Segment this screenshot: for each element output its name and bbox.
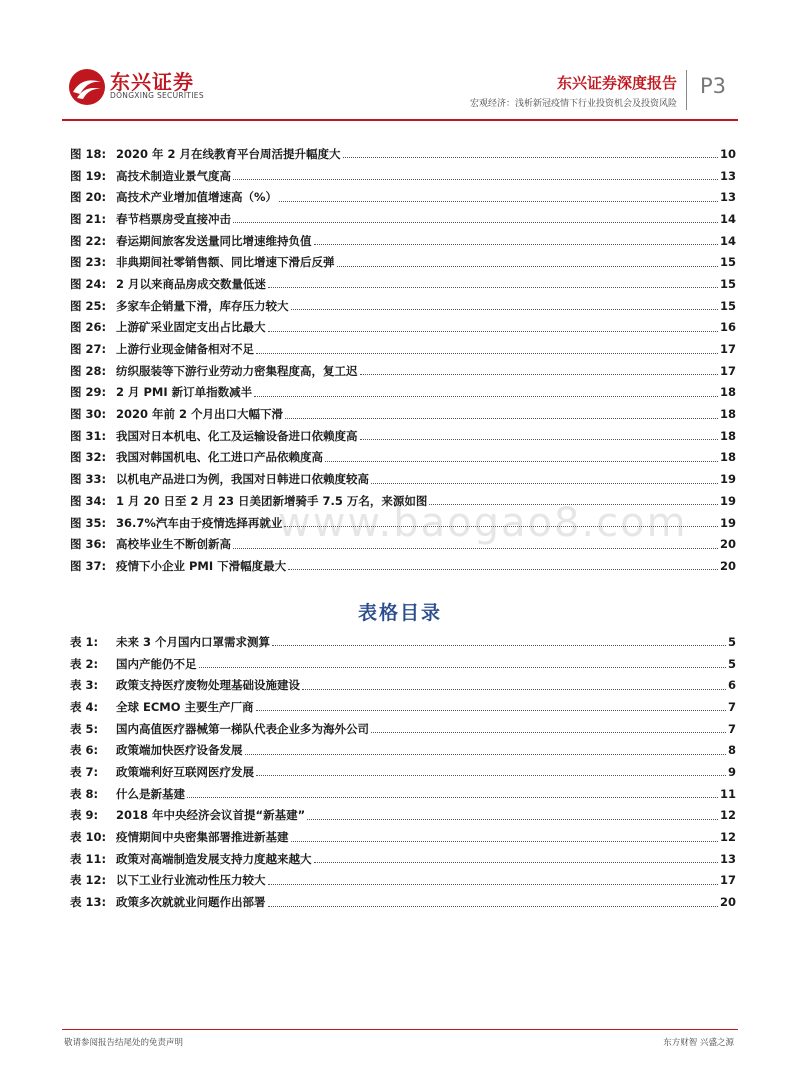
leader-dots (268, 331, 718, 332)
entry-page-number: 12 (719, 808, 736, 823)
leader-dots (256, 353, 718, 354)
table-list-item[interactable] (70, 805, 736, 827)
entry-label: 图 26: (70, 320, 107, 335)
entry-title: 我国对日本机电、化工及运输设备进口依赖度高 (116, 428, 358, 443)
report-type: 东兴证券深度报告 (556, 74, 677, 92)
entry-title: 以机电产品进口为例，我国对日韩进口依赖度较高 (116, 472, 369, 487)
figure-list-item[interactable] (70, 468, 736, 490)
entry-label: 图 37: (70, 558, 107, 573)
figure-list-item[interactable] (70, 186, 736, 208)
figure-list-item[interactable] (70, 208, 736, 230)
entry-page-number: 11 (719, 786, 736, 801)
table-list (70, 631, 736, 913)
entry-label: 表 7: (70, 764, 99, 779)
entry-label: 图 22: (70, 233, 107, 248)
company-logo (68, 66, 208, 110)
leader-dots (302, 689, 726, 690)
footer-slogan: 东方财智 兴盛之源 (663, 1038, 734, 1048)
table-list-item[interactable] (70, 653, 736, 675)
entry-label: 图 24: (70, 276, 107, 291)
leader-dots (233, 548, 718, 549)
entry-page-number: 13 (719, 168, 736, 183)
entry-page-number: 7 (727, 721, 736, 736)
entry-title: 春运期间旅客发送量同比增速维持负值 (116, 233, 312, 248)
entry-label: 表 13: (70, 895, 107, 910)
leader-dots (199, 667, 726, 668)
table-list-item[interactable] (70, 696, 736, 718)
figure-list-item[interactable] (70, 490, 736, 512)
entry-page-number: 10 (719, 146, 736, 161)
entry-label: 图 27: (70, 342, 107, 357)
entry-title: 高技术制造业景气度高 (116, 168, 231, 183)
figure-list-item[interactable] (70, 317, 736, 339)
entry-title: 未来 3 个月国内口罩需求测算 (116, 634, 271, 649)
entry-label: 表 2: (70, 656, 99, 671)
entry-label: 表 4: (70, 699, 99, 714)
entry-title: 2020 年 2 月在线教育平台周活提升幅度大 (116, 146, 341, 161)
entry-title: 国内高值医疗器械第一梯队代表企业多为海外公司 (116, 721, 369, 736)
entry-title: 纺织服装等下游行业劳动力密集程度高，复工迟 (116, 363, 358, 378)
entry-label: 图 31: (70, 428, 107, 443)
entry-page-number: 15 (719, 255, 736, 270)
page-header (0, 0, 800, 125)
entry-title: 政策端利好互联网医疗发展 (116, 764, 254, 779)
entry-title: 政策支持医疗废物处理基础设施建设 (116, 678, 300, 693)
report-subtitle: 宏观经济：浅析新冠疫情下行业投资机会及投资风险 (469, 99, 677, 109)
entry-page-number: 15 (719, 276, 736, 291)
entry-page-number: 12 (719, 830, 736, 845)
entry-label: 表 1: (70, 634, 99, 649)
entry-label: 图 29: (70, 385, 107, 400)
entry-label: 表 5: (70, 721, 99, 736)
figure-list-item[interactable] (70, 555, 736, 577)
figure-list-item[interactable] (70, 360, 736, 382)
entry-page-number: 6 (727, 678, 736, 693)
table-list-item[interactable] (70, 783, 736, 805)
leader-dots (284, 526, 718, 527)
entry-label: 图 34: (70, 493, 107, 508)
leader-dots (272, 645, 726, 646)
entry-page-number: 18 (719, 428, 736, 443)
entry-label: 表 8: (70, 786, 99, 801)
watermark: www.baogao8.com (278, 500, 688, 546)
leader-dots (307, 819, 718, 820)
entry-label: 表 12: (70, 873, 107, 888)
entry-label: 图 30: (70, 407, 107, 422)
table-list-item[interactable] (70, 891, 736, 913)
logo-mark-icon (68, 68, 106, 106)
entry-label: 图 19: (70, 168, 107, 183)
entry-page-number: 5 (727, 656, 736, 671)
figure-list-item[interactable] (70, 447, 736, 469)
leader-dots (360, 374, 718, 375)
footer-disclaimer: 敬请参阅报告结尾处的免责声明 (64, 1038, 184, 1048)
leader-dots (371, 732, 726, 733)
entry-title: 国内产能仍不足 (116, 656, 197, 671)
entry-label: 表 3: (70, 678, 99, 693)
entry-page-number: 17 (719, 873, 736, 888)
leader-dots (291, 841, 718, 842)
entry-page-number: 19 (719, 472, 736, 487)
leader-dots (314, 862, 718, 863)
entry-title: 2018 年中央经济会议首提“新基建” (116, 808, 306, 823)
leader-dots (337, 266, 718, 267)
entry-page-number: 9 (727, 764, 736, 779)
leader-dots (187, 797, 718, 798)
entry-label: 表 11: (70, 851, 107, 866)
entry-label: 表 6: (70, 743, 99, 758)
entry-title: 36.7%汽车由于疫情选择再就业 (116, 515, 283, 530)
figure-list-item[interactable] (70, 382, 736, 404)
leader-dots (256, 775, 726, 776)
entry-title: 上游行业现金储备相对不足 (116, 342, 254, 357)
leader-dots (268, 884, 718, 885)
entry-title: 上游矿采业固定支出占比最大 (116, 320, 266, 335)
leader-dots (254, 396, 718, 397)
entry-page-number: 18 (719, 385, 736, 400)
table-list-item[interactable] (70, 870, 736, 892)
entry-title: 2 月以来商品房成交数量低迷 (116, 276, 267, 291)
leader-dots (233, 222, 718, 223)
entry-title: 1 月 20 日至 2 月 23 日美团新增骑手 7.5 万名，来源如图 (116, 493, 428, 508)
table-list-item[interactable] (70, 718, 736, 740)
entry-label: 表 10: (70, 830, 107, 845)
entry-title: 政策对高端制造发展支持力度越来越大 (116, 851, 312, 866)
entry-label: 图 23: (70, 255, 107, 270)
leader-dots (256, 710, 726, 711)
figure-list-item[interactable] (70, 338, 736, 360)
entry-page-number: 19 (719, 493, 736, 508)
figure-list-item[interactable] (70, 512, 736, 534)
figure-list-item[interactable] (70, 143, 736, 165)
logo-english-name: DONGXING SECURITIES (110, 91, 204, 100)
entry-label: 图 25: (70, 298, 107, 313)
entry-page-number: 13 (719, 851, 736, 866)
leader-dots (429, 504, 718, 505)
entry-page-number: 14 (719, 211, 736, 226)
leader-dots (268, 906, 718, 907)
figure-list-item[interactable] (70, 425, 736, 447)
entry-page-number: 18 (719, 407, 736, 422)
table-list-item[interactable] (70, 631, 736, 653)
entry-title: 春节档票房受直接冲击 (116, 211, 231, 226)
leader-dots (288, 569, 718, 570)
entry-title: 疫情期间中央密集部署推进新基建 (116, 830, 289, 845)
footer-rule (62, 1029, 738, 1030)
entry-page-number: 17 (719, 342, 736, 357)
leader-dots (325, 461, 718, 462)
entry-label: 图 33: (70, 472, 107, 487)
leader-dots (245, 754, 726, 755)
entry-title: 以下工业行业流动性压力较大 (116, 873, 266, 888)
entry-page-number: 18 (719, 450, 736, 465)
header-divider (686, 70, 687, 110)
entry-title: 高校毕业生不断创新高 (116, 537, 231, 552)
figure-list (70, 143, 736, 577)
leader-dots (314, 244, 718, 245)
table-list-item[interactable] (70, 674, 736, 696)
entry-label: 图 36: (70, 537, 107, 552)
entry-title: 政策多次就就业问题作出部署 (116, 895, 266, 910)
figure-list-item[interactable] (70, 165, 736, 187)
figure-list-item[interactable] (70, 251, 736, 273)
entry-title: 什么是新基建 (116, 786, 185, 801)
entry-page-number: 5 (727, 634, 736, 649)
figure-list-item[interactable] (70, 273, 736, 295)
entry-title: 政策端加快医疗设备发展 (116, 743, 243, 758)
leader-dots (233, 179, 718, 180)
leader-dots (279, 201, 718, 202)
logo-chinese-name: 东兴证券 (110, 70, 194, 94)
leader-dots (285, 418, 718, 419)
entry-title: 2 月 PMI 新订单指数减半 (116, 385, 253, 400)
entry-page-number: 16 (719, 320, 736, 335)
leader-dots (360, 439, 718, 440)
leader-dots (371, 483, 718, 484)
leader-dots (268, 287, 718, 288)
entry-label: 图 21: (70, 211, 107, 226)
entry-page-number: 7 (727, 699, 736, 714)
leader-dots (291, 309, 718, 310)
entry-title: 非典期间社零销售额、同比增速下滑后反弹 (116, 255, 335, 270)
entry-label: 图 28: (70, 363, 107, 378)
table-section-title: 表格目录 (357, 602, 442, 624)
header-rule (62, 119, 738, 121)
entry-page-number: 15 (719, 298, 736, 313)
entry-page-number: 17 (719, 363, 736, 378)
entry-title: 全球 ECMO 主要生产厂商 (116, 699, 254, 714)
table-list-item[interactable] (70, 826, 736, 848)
entry-title: 我国对韩国机电、化工进口产品依赖度高 (116, 450, 323, 465)
leader-dots (343, 157, 718, 158)
figure-list-item[interactable] (70, 295, 736, 317)
table-list-item[interactable] (70, 848, 736, 870)
table-list-item[interactable] (70, 739, 736, 761)
entry-page-number: 20 (719, 558, 736, 573)
entry-page-number: 8 (727, 743, 736, 758)
entry-page-number: 19 (719, 515, 736, 530)
entry-page-number: 20 (719, 895, 736, 910)
entry-label: 表 9: (70, 808, 99, 823)
entry-page-number: 14 (719, 233, 736, 248)
page-number: P3 (700, 74, 727, 98)
figure-list-item[interactable] (70, 403, 736, 425)
table-list-item[interactable] (70, 761, 736, 783)
figure-list-item[interactable] (70, 230, 736, 252)
entry-title: 多家车企销量下滑，库存压力较大 (116, 298, 289, 313)
figure-list-item[interactable] (70, 533, 736, 555)
entry-title: 疫情下小企业 PMI 下滑幅度最大 (116, 558, 287, 573)
entry-label: 图 18: (70, 146, 107, 161)
entry-label: 图 20: (70, 190, 107, 205)
entry-label: 图 32: (70, 450, 107, 465)
entry-page-number: 20 (719, 537, 736, 552)
entry-title: 2020 年前 2 个月出口大幅下滑 (116, 407, 284, 422)
entry-title: 高技术产业增加值增速高（%） (116, 190, 278, 205)
entry-label: 图 35: (70, 515, 107, 530)
entry-page-number: 13 (719, 190, 736, 205)
